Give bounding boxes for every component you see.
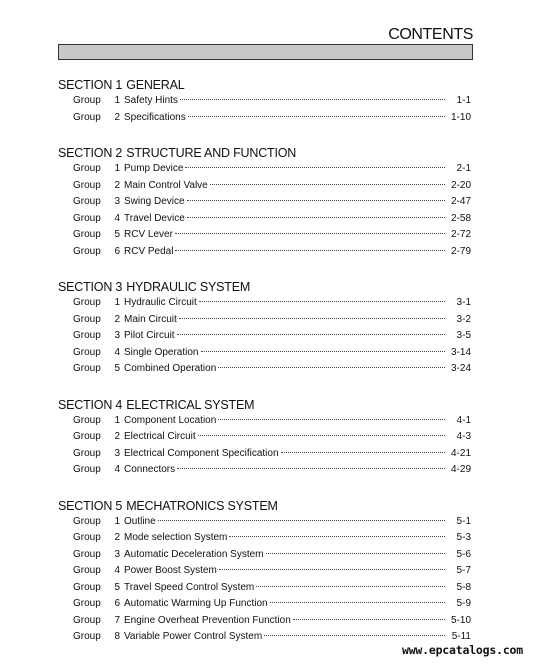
page-number: 1-10: [450, 111, 471, 123]
page-number: 5-1: [456, 515, 471, 527]
toc-section: [58, 145, 471, 260]
dot-leader: [177, 333, 445, 335]
dot-leader: [264, 634, 445, 636]
dot-leader: [199, 300, 445, 302]
toc-entry[interactable]: [58, 110, 471, 127]
section-title: MECHATRONICS SYSTEM: [126, 498, 278, 513]
page-number: 2-20: [450, 179, 471, 191]
watermark: www.epcatalogs.com: [401, 643, 523, 657]
group-label: Group: [73, 196, 101, 207]
section-number: SECTION 5: [58, 498, 123, 513]
group-label: Group: [73, 598, 101, 609]
group-number: 1: [114, 95, 120, 106]
toc-section: [58, 498, 471, 646]
group-label: Group: [73, 229, 101, 240]
group-number: 5: [114, 581, 120, 593]
dot-leader: [293, 618, 445, 620]
toc-entry[interactable]: [58, 530, 471, 547]
toc-entry[interactable]: [58, 161, 471, 178]
section-title: GENERAL: [126, 78, 185, 92]
group-number: 3: [114, 447, 120, 459]
dot-leader: [185, 166, 445, 168]
page-number: 1-1: [456, 95, 471, 106]
group-number: 5: [114, 363, 120, 374]
group-label: Group: [73, 330, 101, 341]
section-title: ELECTRICAL SYSTEM: [126, 397, 255, 412]
page-number: 5-9: [456, 598, 471, 609]
toc-entry[interactable]: [58, 361, 471, 378]
group-number: 2: [114, 532, 120, 543]
group-number: 3: [114, 196, 120, 207]
section-heading[interactable]: [58, 145, 471, 161]
toc-entry[interactable]: [58, 328, 471, 345]
dot-leader: [188, 115, 445, 117]
toc-entry[interactable]: [58, 178, 471, 195]
toc-entry[interactable]: [58, 596, 471, 613]
group-label: Group: [73, 548, 101, 560]
group-number: 2: [114, 179, 120, 191]
page-number: 5-11: [451, 631, 471, 642]
entry-title: Travel Speed Control System: [124, 581, 255, 593]
dot-leader: [266, 552, 445, 554]
entry-title: Automatic Warming Up Function: [124, 598, 268, 609]
group-number: 6: [114, 245, 120, 257]
toc-entry[interactable]: [58, 211, 471, 228]
section-title: STRUCTURE AND FUNCTION: [126, 146, 297, 160]
page-number: 3-14: [450, 346, 471, 358]
group-number: 4: [114, 212, 120, 224]
group-label: Group: [73, 532, 101, 543]
page-number: 2-47: [450, 196, 471, 207]
section-heading[interactable]: [58, 279, 471, 295]
dot-leader: [218, 418, 445, 420]
entry-title: Swing Device: [124, 196, 185, 207]
toc-entry[interactable]: [58, 580, 471, 597]
dot-leader: [179, 317, 445, 319]
group-number: 1: [114, 515, 120, 527]
entry-title: Single Operation: [124, 346, 199, 358]
group-label: Group: [73, 431, 101, 442]
entry-title: Main Circuit: [124, 313, 177, 325]
title-bar: [58, 44, 473, 60]
group-number: 3: [114, 548, 120, 560]
group-label: Group: [73, 614, 101, 626]
entry-title: Pump Device: [124, 163, 184, 174]
dot-leader: [210, 183, 445, 185]
section-number: SECTION 2: [58, 146, 123, 160]
group-label: Group: [73, 111, 101, 123]
dot-leader: [229, 535, 445, 537]
group-number: 8: [114, 631, 120, 642]
dot-leader: [281, 451, 445, 453]
group-label: Group: [73, 297, 101, 308]
dot-leader: [201, 350, 446, 352]
page-number: 3-24: [450, 363, 471, 374]
section-title: HYDRAULIC SYSTEM: [126, 280, 251, 294]
toc-entry[interactable]: [58, 429, 471, 446]
group-label: Group: [73, 414, 101, 426]
toc-section: [58, 77, 471, 126]
entry-title: Mode selection System: [124, 532, 228, 543]
dot-leader: [187, 216, 445, 218]
toc-entry[interactable]: [58, 446, 471, 463]
toc-entry[interactable]: [58, 514, 471, 531]
page-number: 3-1: [456, 297, 471, 308]
dot-leader: [175, 249, 445, 251]
entry-title: Component Location: [124, 414, 217, 426]
group-number: 4: [114, 565, 120, 576]
entry-title: Variable Power Control System: [124, 631, 263, 642]
group-number: 6: [114, 598, 120, 609]
entry-title: Combined Operation: [124, 363, 217, 374]
toc-entry[interactable]: [58, 613, 471, 630]
page-number: 4-29: [450, 464, 471, 475]
page-number: 2-79: [450, 245, 471, 257]
page-number: 3-2: [456, 313, 471, 325]
group-label: Group: [73, 179, 101, 191]
group-label: Group: [73, 346, 101, 358]
page-title: CONTENTS: [388, 26, 473, 43]
entry-title: Safety Hints: [124, 95, 178, 106]
page-number: 5-8: [456, 581, 471, 593]
dot-leader: [219, 568, 445, 570]
page-number: 3-5: [456, 330, 471, 341]
group-label: Group: [73, 464, 101, 475]
dot-leader: [177, 467, 445, 469]
page-number: 4-1: [456, 414, 471, 426]
table-of-contents: [58, 77, 471, 665]
entry-title: Electrical Circuit: [124, 431, 196, 442]
dot-leader: [198, 434, 445, 436]
toc-entry[interactable]: [58, 413, 471, 430]
entry-title: Travel Device: [124, 212, 185, 224]
entry-title: Specifications: [124, 111, 186, 123]
toc-entry[interactable]: [58, 244, 471, 261]
group-label: Group: [73, 95, 101, 106]
group-label: Group: [73, 313, 101, 325]
group-label: Group: [73, 515, 101, 527]
entry-title: Automatic Deceleration System: [124, 548, 264, 560]
dot-leader: [175, 232, 445, 234]
group-number: 1: [114, 297, 120, 308]
group-number: 4: [114, 464, 120, 475]
dot-leader: [218, 366, 445, 368]
dot-leader: [180, 98, 445, 100]
entry-title: Power Boost System: [124, 565, 217, 576]
group-number: 2: [114, 313, 120, 325]
entry-title: Pilot Circuit: [124, 330, 175, 341]
toc-entry[interactable]: [58, 547, 471, 564]
page-number: 2-72: [450, 229, 471, 240]
dot-leader: [270, 601, 445, 603]
group-label: Group: [73, 631, 101, 642]
dot-leader: [187, 199, 445, 201]
group-number: 7: [114, 614, 120, 626]
page-number: 4-3: [456, 431, 471, 442]
toc-section: [58, 279, 471, 378]
toc-entry[interactable]: [58, 194, 471, 211]
toc-section: [58, 397, 471, 479]
toc-entry[interactable]: [58, 93, 471, 110]
group-number: 2: [114, 111, 120, 123]
group-label: Group: [73, 581, 101, 593]
group-number: 3: [114, 330, 120, 341]
entry-title: Main Control Valve: [124, 179, 208, 191]
section-heading[interactable]: [58, 498, 471, 514]
page-number: 2-58: [450, 212, 471, 224]
section-heading[interactable]: [58, 77, 471, 93]
page-number: 2-1: [456, 163, 471, 174]
group-number: 5: [114, 229, 120, 240]
group-label: Group: [73, 163, 101, 174]
section-number: SECTION 3: [58, 280, 123, 294]
toc-entry[interactable]: [58, 295, 471, 312]
page-number: 5-10: [450, 614, 471, 626]
page-number: 5-3: [456, 532, 471, 543]
group-number: 1: [114, 163, 120, 174]
entry-title: Connectors: [124, 464, 176, 475]
entry-title: Hydraulic Circuit: [124, 297, 197, 308]
dot-leader: [256, 585, 445, 587]
group-label: Group: [73, 363, 101, 374]
group-label: Group: [73, 447, 101, 459]
dot-leader: [158, 519, 445, 521]
group-number: 2: [114, 431, 120, 442]
page-number: 5-7: [456, 565, 471, 576]
group-number: 1: [114, 414, 120, 426]
entry-title: RCV Lever: [124, 229, 173, 240]
section-heading[interactable]: [58, 397, 471, 413]
entry-title: RCV Pedal: [124, 245, 174, 257]
entry-title: Outline: [124, 515, 156, 527]
toc-entry[interactable]: [58, 227, 471, 244]
entry-title: Engine Overheat Prevention Function: [124, 614, 291, 626]
section-number: SECTION 1: [58, 78, 123, 92]
page-number: 5-6: [456, 548, 471, 560]
group-label: Group: [73, 212, 101, 224]
group-label: Group: [73, 245, 101, 257]
toc-entry[interactable]: [58, 563, 471, 580]
toc-entry[interactable]: [58, 312, 471, 329]
group-label: Group: [73, 565, 101, 576]
page-number: 4-21: [450, 447, 471, 459]
entry-title: Electrical Component Specification: [124, 447, 279, 459]
group-number: 4: [114, 346, 120, 358]
section-number: SECTION 4: [58, 397, 123, 412]
toc-entry[interactable]: [58, 345, 471, 362]
toc-entry[interactable]: [58, 462, 471, 479]
